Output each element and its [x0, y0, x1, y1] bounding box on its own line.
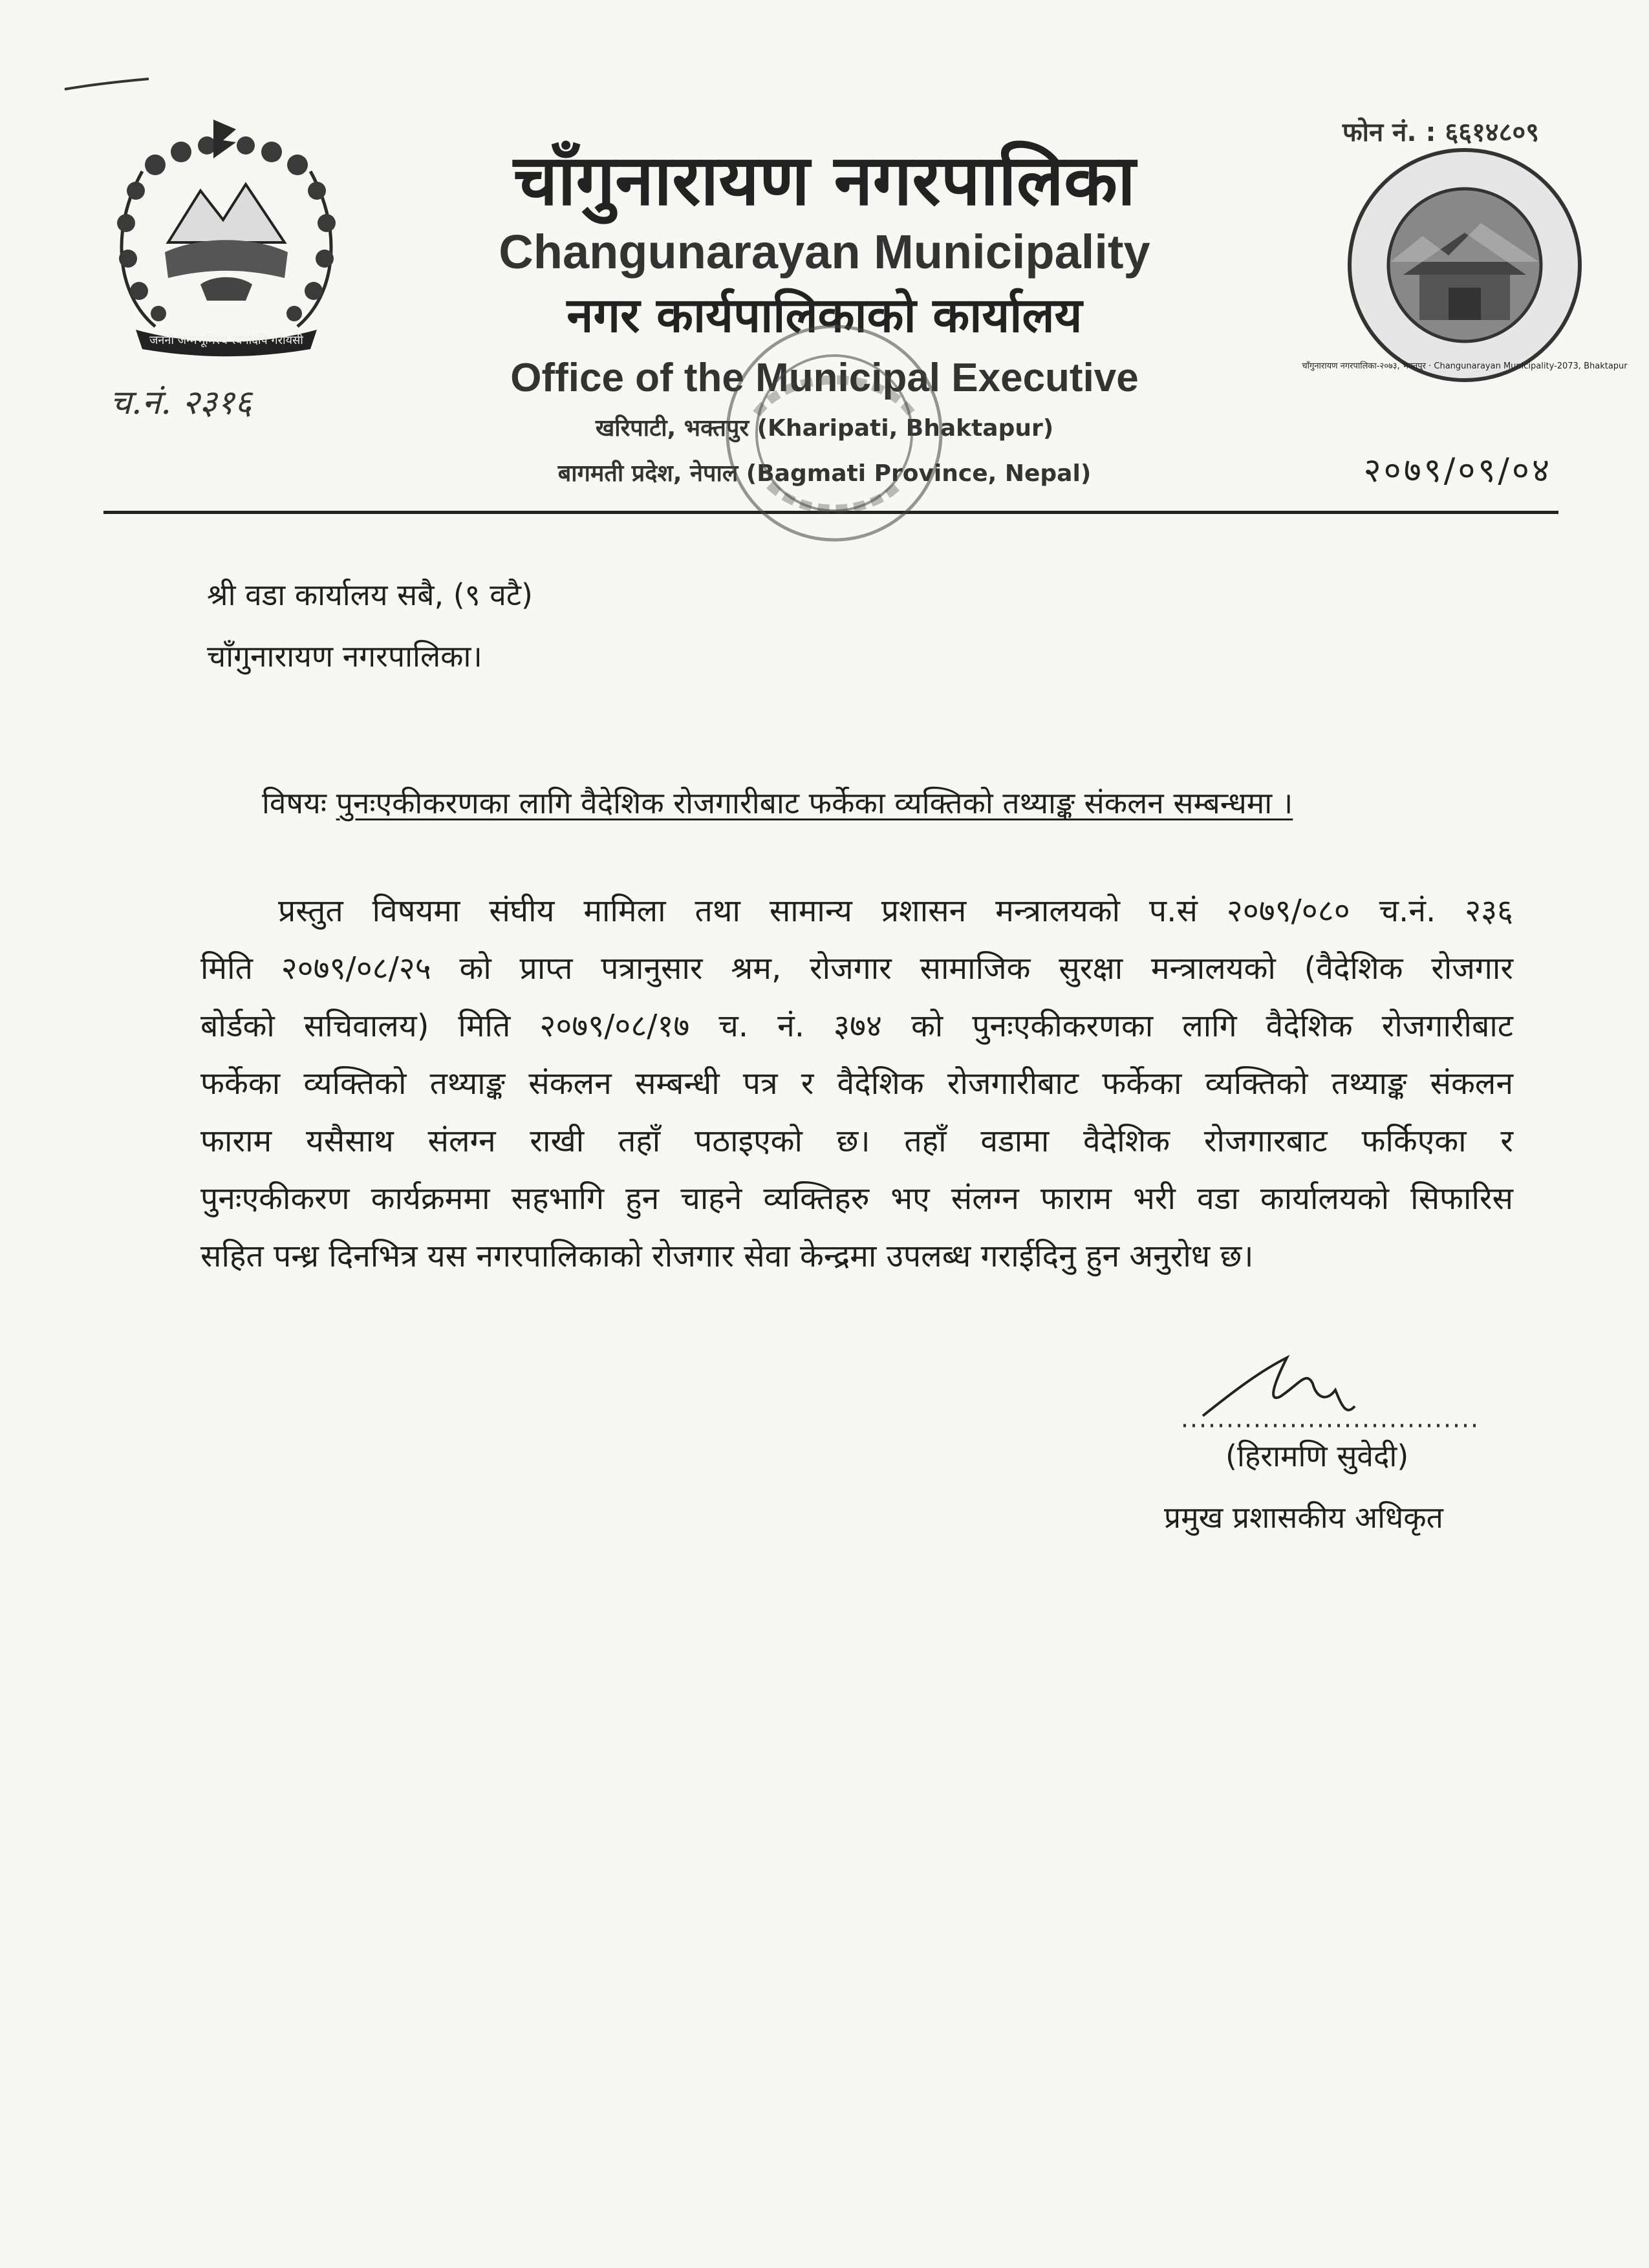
seal-text: चाँगुनारायण नगरपालिका-२०७३, भक्तपुर · Changunarayan Municipality-2073, Bhaktapur	[1302, 361, 1628, 371]
subject-label: विषयः	[262, 786, 327, 820]
addressee-line-2: चाँगुनारायण नगरपालिका।	[207, 639, 482, 674]
body-paragraph	[200, 883, 1513, 1285]
body-line: प्रस्तुत विषयमा संघीय मामिला तथा सामान्य प्रशासन मन्त्रालयको प.सं २०७९/०८० च.नं. २३६	[278, 893, 1513, 929]
body-line: बोर्डको सचिवालय) मिति २०७९/०८/१७ च. नं. ३७४ को पुनःएकीकरणका लागि वैदेशिक रोजगारीबाट	[200, 1008, 1513, 1044]
municipality-name-nepali: चाँगुनारायण नगरपालिका	[513, 140, 1136, 221]
office-name-english: Office of the Municipal Executive	[510, 356, 1139, 400]
signatory-name: (हिरामणि सुवेदी)	[1225, 1439, 1409, 1473]
body-line: मिति २०७९/०८/२५ को प्राप्त पत्रानुसार श्रम, रोजगार सामाजिक सुरक्षा मन्त्रालयको (वैदेशिक रोजगार	[200, 950, 1513, 987]
address-line-1: खरिपाटी, भक्तपुर (Kharipati, Bhaktapur)	[595, 415, 1054, 442]
addressee-line-1: श्री वडा कार्यालय सबै, (९ वटै)	[207, 577, 533, 612]
emblem-motto: जननी जन्मभूमिश्च स्वर्गादपि गरीयसी	[149, 334, 303, 347]
municipality-name-english: Changunarayan Municipality	[499, 225, 1150, 279]
body-line: फर्केका व्यक्तिको तथ्याङ्क संकलन सम्बन्धी पत्र र वैदेशिक रोजगारीबाट फर्केका व्यक्तिको तथ्याङ्क संकलन	[200, 1065, 1513, 1102]
letter-date: २०७९/०९/०४	[1363, 451, 1552, 490]
signatory-title: प्रमुख प्रशासकीय अधिकृत	[1164, 1500, 1443, 1535]
subject-text: पुनःएकीकरणका लागि वैदेशिक रोजगारीबाट फर्केका व्यक्तिको तथ्याङ्क संकलन सम्बन्धमा ।	[336, 786, 1293, 820]
subject-line	[262, 782, 1293, 824]
handwritten-signature	[1177, 1345, 1500, 1448]
pen-mark	[61, 71, 152, 97]
body-line: पुनःएकीकरण कार्यक्रममा सहभागि हुन चाहने व्यक्तिहरु भए संलग्न फाराम भरी वडा कार्यालयको सिफारिस	[200, 1181, 1513, 1217]
body-line: फाराम यसैसाथ संलग्न राखी तहाँ पठाइएको छ। तहाँ वडामा वैदेशिक रोजगारबाट फर्किएका र	[200, 1123, 1513, 1159]
body-line: सहित पन्ध्र दिनभित्र यस नगरपालिकाको रोजगार सेवा केन्द्रमा उपलब्ध गराईदिनु हुन अनुरोध छ।	[200, 1238, 1254, 1274]
phone-number: फोन नं. : ६६१४८०९	[1342, 118, 1539, 147]
address-line-2: बागमती प्रदेश, नेपाल (Bagmati Province, Nepal)	[557, 460, 1092, 487]
office-stamp	[718, 317, 951, 550]
office-name-nepali: नगर कार्यपालिकाको कार्यालय	[566, 288, 1083, 343]
reference-number: च.नं. २३१६	[110, 383, 252, 422]
